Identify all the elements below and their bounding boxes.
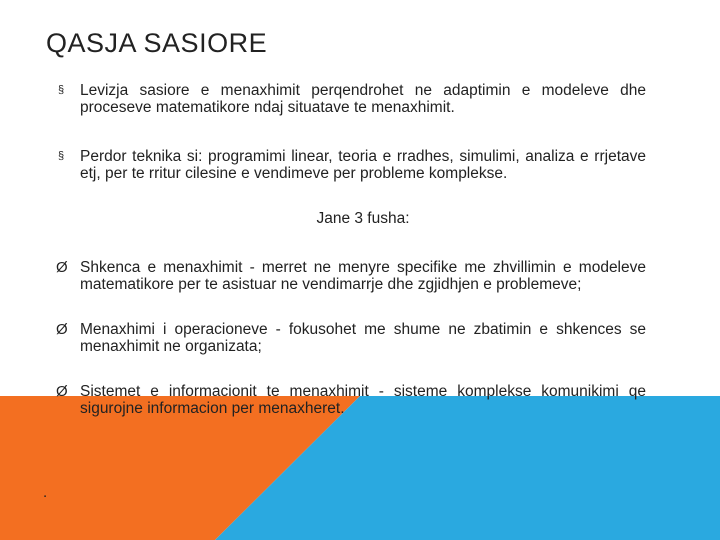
arrow-bullet-icon: Ø [56,383,68,400]
field-text: Sistemet e informacionit te menaxhimit - sisteme komplekse komunikimi qe sigurojne informacion per menaxheret. [80,383,646,417]
slide-title: QASJA SASIORE [46,28,268,58]
arrow-bullet-icon: Ø [56,259,68,276]
bullet-text: Perdor teknika si: programimi linear, teoria e rradhes, simulimi, analiza e rrjetave etj, per te rritur cilesine e vendimeve per probleme komplekse. [80,148,646,182]
square-bullet-icon: § [58,84,65,96]
field-item [46,383,646,417]
slide-body [46,82,646,417]
bullet-item [46,82,646,116]
field-item [46,321,646,355]
bullet-item [46,148,646,182]
field-item [46,259,646,293]
trailing-period: . [43,484,48,501]
field-text: Shkenca e menaxhimit - merret ne menyre specifike me zhvillimin e modeleve matematikore per te asistuar ne vendimarrje dhe zgjidhjen e problemeve; [80,259,646,293]
square-bullet-icon: § [58,150,65,162]
bullet-text: Levizja sasiore e menaxhimit perqendrohet ne adaptimin e modeleve dhe proceseve matematikore ndaj situatave te menaxhimit. [80,82,646,116]
field-text: Menaxhimi i operacioneve - fokusohet me shume ne zbatimin e shkences se menaxhimit ne organizata; [80,321,646,355]
arrow-bullet-icon: Ø [56,321,68,338]
fields-heading: Jane 3 fusha: [316,210,410,227]
